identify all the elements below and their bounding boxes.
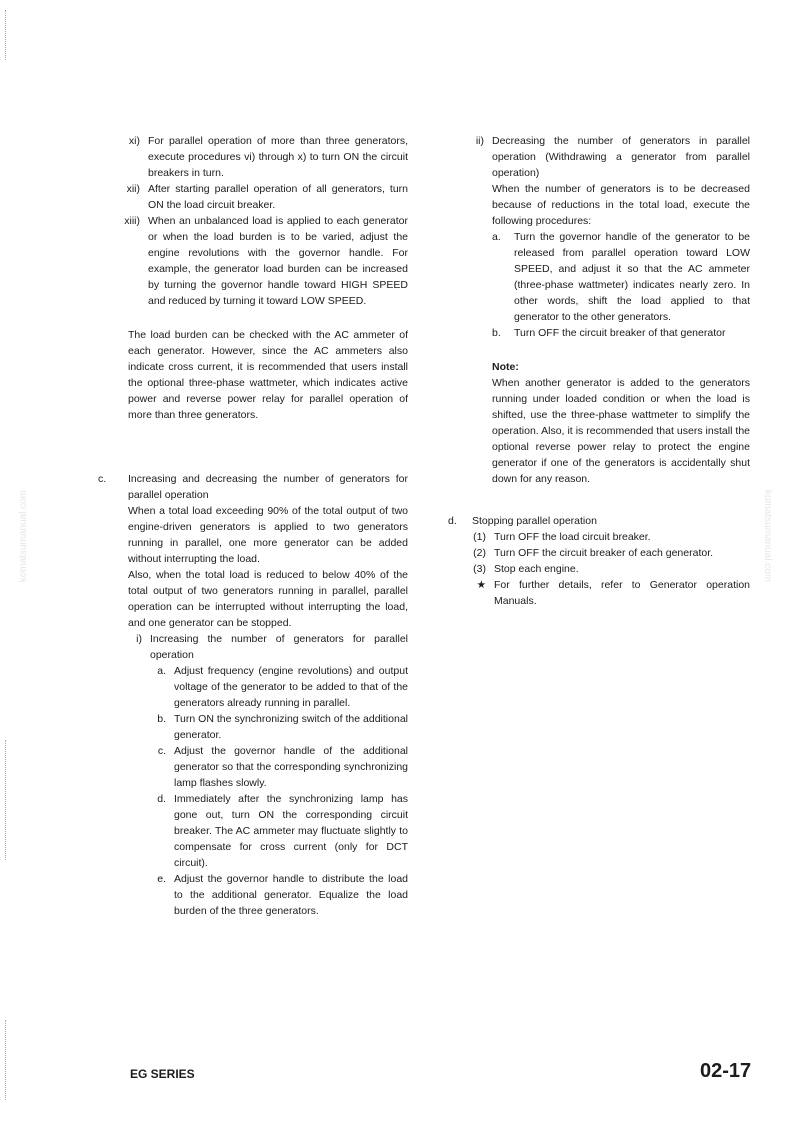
section-c-paragraph-1: When a total load exceeding 90% of the total output of two engine-driven generators is applied to two generators running in parallel, one more generator can be added without interrupting the load. xyxy=(128,505,408,565)
subsection-title: Increasing the number of generators for parallel operation xyxy=(150,633,408,661)
step-item xyxy=(150,663,408,711)
list-item xyxy=(112,133,408,181)
watermark-left: komatsumanual.com xyxy=(18,490,29,583)
watermark-right: komatsumanual.com xyxy=(762,490,773,583)
step-label: (1) xyxy=(473,531,486,543)
right-column xyxy=(448,133,750,609)
step-text: Adjust frequency (engine revolutions) and output voltage of the generator to be added to that of the generators already running in parallel. xyxy=(174,665,408,709)
subsection-label: ii) xyxy=(475,135,484,147)
subsection-heading xyxy=(112,631,408,663)
load-burden-paragraph: The load burden can be checked with the AC ammeter of each generator. However, since the AC ammeters also indicate cross current, it is recommended that users install the optional three-phase wattmeter, which indicates active power and reverse power relay for parallel operation of more than three generators. xyxy=(128,329,408,421)
step-text: Turn OFF the load circuit breaker. xyxy=(494,531,651,543)
step-text: Turn OFF the circuit breaker of that generator xyxy=(514,327,726,339)
item-text: When an unbalanced load is applied to each generator or when the load burden is to be varied, adjust the engine revolutions with the governor handle. For example, the generator load burden can be increased by turning the governor handle toward HIGH SPEED and reduced by turning it toward LOW SPEED. xyxy=(148,215,408,307)
step-text: Adjust the governor handle to distribute the load to the additional generator. Equalize the load burden of the three generators. xyxy=(174,873,408,917)
item-label: xi) xyxy=(128,135,140,147)
step-item xyxy=(150,871,408,919)
item-label: xiii) xyxy=(124,215,140,227)
star-icon: ★ xyxy=(476,579,486,591)
step-label: e. xyxy=(157,873,166,885)
step-item xyxy=(470,561,750,577)
step-label: b. xyxy=(157,713,166,725)
section-title: Increasing and decreasing the number of generators for parallel operation xyxy=(128,473,408,501)
step-label: c. xyxy=(157,745,166,757)
item-text: After starting parallel operation of all generators, turn ON the load circuit breaker. xyxy=(148,183,408,211)
section-label: c. xyxy=(98,473,107,485)
step-text: Turn OFF the circuit breaker of each generator. xyxy=(494,547,714,559)
step-label: d. xyxy=(157,793,166,805)
step-item xyxy=(150,791,408,871)
note-text: When another generator is added to the generators running under loaded condition or when the load is shifted, use the three-phase wattmeter to simplify the operation. Also, it is recommended that users install the optional reverse power relay to protect the engine generator if one of the generators is accidentally shut down for any reason. xyxy=(492,377,750,485)
step-item xyxy=(150,743,408,791)
subsection-title: Decreasing the number of generators in parallel operation (Withdrawing a generator from parallel operation) xyxy=(492,135,750,179)
item-text: For parallel operation of more than three generators, execute procedures vi) through x) to turn ON the circuit breakers in turn. xyxy=(148,135,408,179)
subsection-intro: When the number of generators is to be decreased because of reductions in the total load, execute the following procedures: xyxy=(492,183,750,227)
step-list xyxy=(112,663,408,919)
section-c-heading xyxy=(98,471,408,503)
step-text: Turn ON the synchronizing switch of the additional generator. xyxy=(174,713,408,741)
step-text: Turn the governor handle of the generator to be released from parallel operation toward LOW SPEED, and adjust it so that the AC ammeter (three-phase wattmeter) indicates nearly zero. In other words, shift the load applied to that generator to the other generators. xyxy=(514,231,750,323)
step-label: (3) xyxy=(473,563,486,575)
step-label: b. xyxy=(492,327,501,339)
scan-edge-marks xyxy=(5,10,7,60)
step-item xyxy=(150,711,408,743)
section-label: d. xyxy=(448,515,457,527)
step-item xyxy=(486,229,750,325)
section-c-paragraph-2: Also, when the total load is reduced to below 40% of the total output of two generators running in parallel, parallel operation can be interrupted without interrupting the load, and one generator can be stopped. xyxy=(128,569,408,629)
step-label: a. xyxy=(157,665,166,677)
step-item xyxy=(470,545,750,561)
section-d-heading xyxy=(448,513,750,529)
step-list xyxy=(470,529,750,609)
page-number: 02-17 xyxy=(700,1060,752,1082)
list-item xyxy=(112,213,408,309)
scan-edge-marks xyxy=(5,740,7,860)
list-item xyxy=(112,181,408,213)
section-title: Stopping parallel operation xyxy=(472,515,597,527)
step-list xyxy=(470,229,750,341)
step-item xyxy=(470,577,750,609)
scan-edge-marks xyxy=(5,1020,7,1100)
step-text: Stop each engine. xyxy=(494,563,579,575)
step-item xyxy=(486,325,750,341)
item-label: xii) xyxy=(126,183,140,195)
step-text: Adjust the governor handle of the additional generator so that the corresponding synchronizing lamp flashes slowly. xyxy=(174,745,408,789)
step-text: For further details, refer to Generator operation Manuals. xyxy=(494,579,750,607)
series-label: EG SERIES xyxy=(130,1067,195,1081)
note-heading: Note: xyxy=(492,361,519,373)
subsection-heading xyxy=(470,133,750,181)
left-column xyxy=(98,133,408,919)
step-label: (2) xyxy=(473,547,486,559)
step-text: Immediately after the synchronizing lamp has gone out, turn ON the corresponding circuit breaker. The AC ammeter may fluctuate slightly to compensate for cross current (only for DCT circuit). xyxy=(174,793,408,869)
step-item xyxy=(470,529,750,545)
subsection-label: i) xyxy=(136,633,142,645)
step-label: a. xyxy=(492,231,501,243)
